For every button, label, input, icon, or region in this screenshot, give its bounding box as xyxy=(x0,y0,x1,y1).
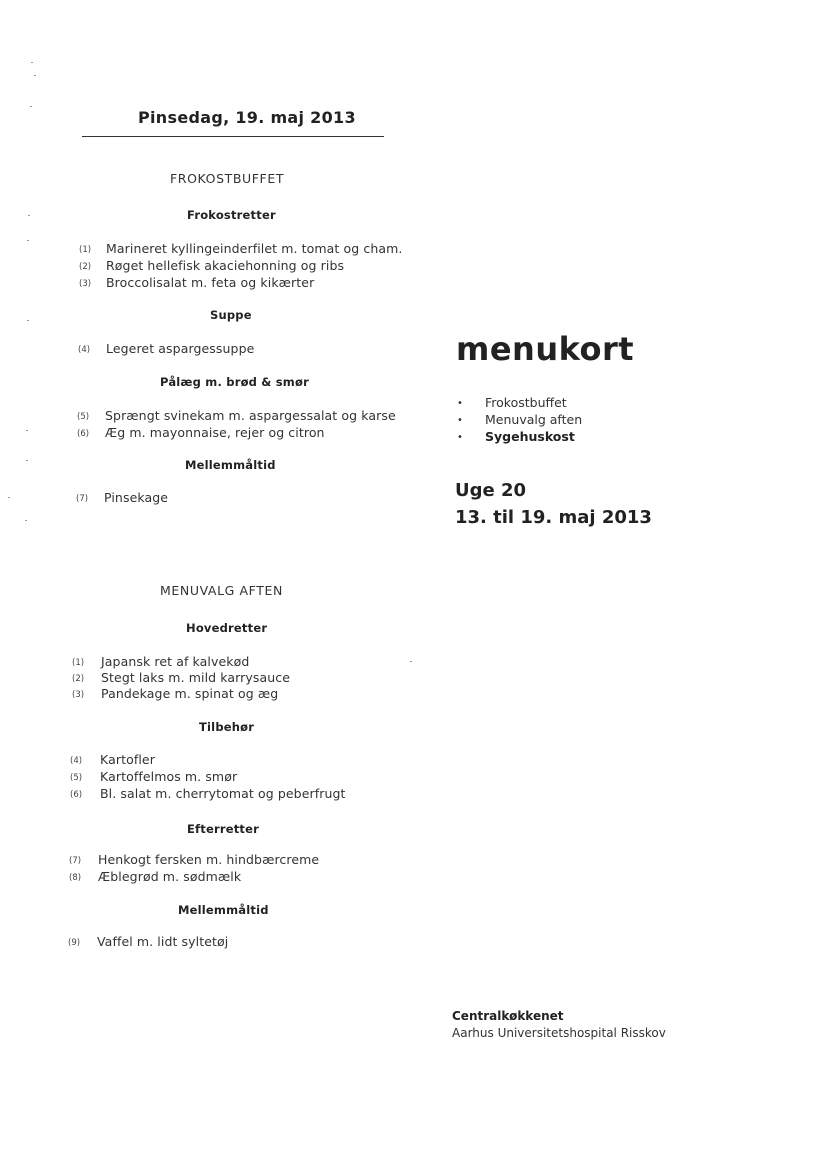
scan-speck xyxy=(8,497,10,498)
scan-speck xyxy=(27,240,29,241)
menu-item: Legeret aspargessuppe xyxy=(106,341,255,356)
menukort-bullet-item: Frokostbuffet xyxy=(485,395,567,410)
menu-item: Vaffel m. lidt syltetøj xyxy=(97,934,229,949)
menu-item: Sprængt svinekam m. aspargessalat og karse xyxy=(105,408,396,423)
item-number: (3) xyxy=(79,279,92,289)
dinner-group-heading: Efterretter xyxy=(187,822,259,836)
dinner-group-heading: Mellemmåltid xyxy=(178,903,269,917)
scan-speck xyxy=(410,661,412,662)
item-number: (1) xyxy=(79,245,92,255)
dinner-group-heading: Tilbehør xyxy=(199,720,255,734)
item-number: (8) xyxy=(69,873,82,883)
scan-speck xyxy=(28,215,30,216)
menu-item: Pandekage m. spinat og æg xyxy=(101,686,279,701)
page-date-title: Pinsedag, 19. maj 2013 xyxy=(138,108,356,127)
item-number: (5) xyxy=(70,773,83,783)
item-number: (2) xyxy=(72,674,85,684)
item-number: (7) xyxy=(69,856,82,866)
item-number: (9) xyxy=(68,938,81,948)
scan-speck xyxy=(30,106,32,107)
footer-hospital: Aarhus Universitetshospital Risskov xyxy=(452,1026,666,1040)
scan-speck xyxy=(26,460,28,461)
lunch-group-heading: Suppe xyxy=(210,308,252,322)
menu-item: Stegt laks m. mild karrysauce xyxy=(101,670,291,685)
dinner-group-heading: Hovedretter xyxy=(186,621,268,635)
lunch-group-heading: Frokostretter xyxy=(187,208,276,222)
item-number: (4) xyxy=(78,345,91,355)
footer-organization: Centralkøkkenet xyxy=(452,1009,564,1023)
dinner-section-title: MENUVALG AFTEN xyxy=(160,583,283,598)
title-underline xyxy=(82,136,384,137)
menu-item: Broccolisalat m. feta og kikærter xyxy=(106,275,315,290)
item-number: (3) xyxy=(72,690,85,700)
menukort-title: menukort xyxy=(456,330,635,368)
item-number: (6) xyxy=(70,790,83,800)
lunch-group-heading: Pålæg m. brød & smør xyxy=(160,375,309,389)
scan-speck xyxy=(27,320,29,321)
item-number: (7) xyxy=(76,494,89,504)
menu-item: Japansk ret af kalvekød xyxy=(101,654,250,669)
menu-item: Kartofler xyxy=(100,752,155,767)
item-number: (4) xyxy=(70,756,83,766)
menu-item: Henkogt fersken m. hindbærcreme xyxy=(98,852,320,867)
menu-item: Bl. salat m. cherrytomat og peberfrugt xyxy=(100,786,346,801)
bullet-icon: • xyxy=(457,398,463,409)
scan-speck xyxy=(34,75,36,76)
menu-item: Marineret kyllingeinderfilet m. tomat og cham. xyxy=(106,241,403,256)
scan-speck xyxy=(25,520,27,521)
item-number: (2) xyxy=(79,262,92,272)
menu-item: Røget hellefisk akaciehonning og ribs xyxy=(106,258,345,273)
menu-item: Kartoffelmos m. smør xyxy=(100,769,238,784)
scan-speck xyxy=(31,62,33,63)
scan-speck xyxy=(26,430,28,431)
item-number: (6) xyxy=(77,429,90,439)
bullet-icon: • xyxy=(457,432,463,443)
week-label: Uge 20 xyxy=(455,480,527,501)
lunch-section-title: FROKOSTBUFFET xyxy=(170,171,285,186)
item-number: (5) xyxy=(77,412,90,422)
item-number: (1) xyxy=(72,658,85,668)
lunch-group-heading: Mellemmåltid xyxy=(185,458,276,472)
bullet-icon: • xyxy=(457,415,463,426)
menu-item: Æblegrød m. sødmælk xyxy=(98,869,242,884)
menu-item: Æg m. mayonnaise, rejer og citron xyxy=(105,425,325,440)
menu-item: Pinsekage xyxy=(104,490,169,505)
menukort-bullet-item: Sygehuskost xyxy=(485,429,575,444)
date-range: 13. til 19. maj 2013 xyxy=(455,507,652,528)
menukort-bullet-item: Menuvalg aften xyxy=(485,412,583,427)
